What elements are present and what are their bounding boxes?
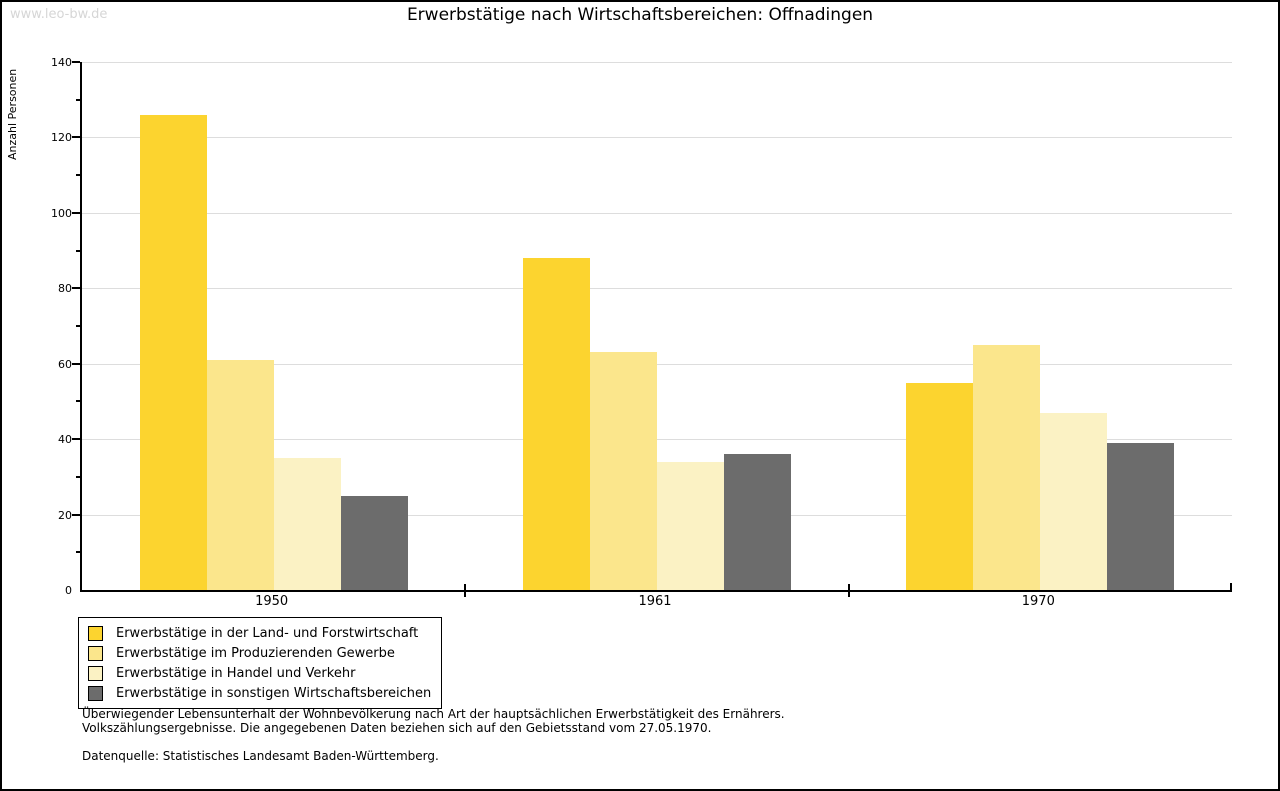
bar [341, 496, 408, 590]
legend-label: Erwerbstätige in Handel und Verkehr [116, 665, 356, 681]
bar [973, 345, 1040, 590]
y-tick [72, 514, 80, 516]
x-axis-labels [80, 594, 1230, 609]
bar [523, 258, 590, 590]
y-tick [76, 250, 80, 252]
y-tick-label: 140 [51, 56, 72, 69]
y-tick-label: 20 [58, 508, 72, 522]
bar [906, 383, 973, 590]
bar-group-1950 [82, 62, 465, 590]
data-source: Datenquelle: Statistisches Landesamt Baden-Württemberg. [82, 749, 439, 763]
legend-swatch [88, 626, 103, 641]
y-tick [72, 287, 80, 289]
legend [78, 617, 442, 709]
legend-swatch [88, 686, 103, 701]
watermark: www.leo-bw.de [10, 7, 108, 22]
legend-item [88, 643, 431, 663]
y-tick [76, 174, 80, 176]
bar [140, 115, 207, 590]
y-axis-title: Anzahl Personen [6, 68, 19, 160]
y-tick-label: 60 [58, 357, 72, 371]
y-tick-label: 40 [58, 433, 72, 447]
y-tick [76, 476, 80, 478]
footnote-line-1: Überwiegender Lebensunterhalt der Wohnbevölkerung nach Art der hauptsächlichen Erwerbstätigkeit des Ernährers. [82, 707, 785, 721]
bar [657, 462, 724, 590]
bar [590, 352, 657, 590]
y-tick [76, 99, 80, 101]
y-tick [76, 551, 80, 553]
y-tick-label: 0 [65, 584, 72, 597]
y-tick [72, 212, 80, 214]
bar-group-1961 [465, 62, 848, 590]
y-tick-label: 100 [51, 206, 72, 220]
bar [1040, 413, 1107, 590]
footnote-line-2: Volkszählungsergebnisse. Die angegebenen Daten beziehen sich auf den Gebietsstand vom 27.05.1970. [82, 721, 712, 735]
legend-label: Erwerbstätige in der Land- und Forstwirtschaft [116, 625, 419, 641]
legend-label: Erwerbstätige in sonstigen Wirtschaftsbereichen [116, 685, 432, 701]
x-category-label: 1961 [638, 594, 672, 609]
y-tick [72, 136, 80, 138]
legend-item [88, 623, 431, 643]
y-tick [76, 325, 80, 327]
y-tick [72, 363, 80, 365]
x-category-label: 1970 [1021, 594, 1055, 609]
legend-item [88, 683, 431, 703]
y-tick-label: 120 [51, 131, 72, 145]
bar [1107, 443, 1174, 590]
y-tick-label: 80 [58, 282, 72, 296]
bar [207, 360, 274, 590]
bar-groups [82, 62, 1232, 590]
legend-swatch [88, 646, 103, 661]
y-tick [72, 61, 80, 63]
bar [724, 454, 791, 590]
bar [274, 458, 341, 590]
legend-item [88, 663, 431, 683]
plot-area [51, 56, 1232, 597]
chart-title: Erwerbstätige nach Wirtschaftsbereichen: Offnadingen [406, 5, 874, 25]
bar-group-1970 [849, 62, 1232, 590]
legend-swatch [88, 666, 103, 681]
legend-label: Erwerbstätige im Produzierenden Gewerbe [116, 645, 395, 661]
x-category-label: 1950 [255, 594, 289, 609]
y-tick [76, 400, 80, 402]
x-axis-endcap [1230, 583, 1232, 590]
y-tick [72, 438, 80, 440]
